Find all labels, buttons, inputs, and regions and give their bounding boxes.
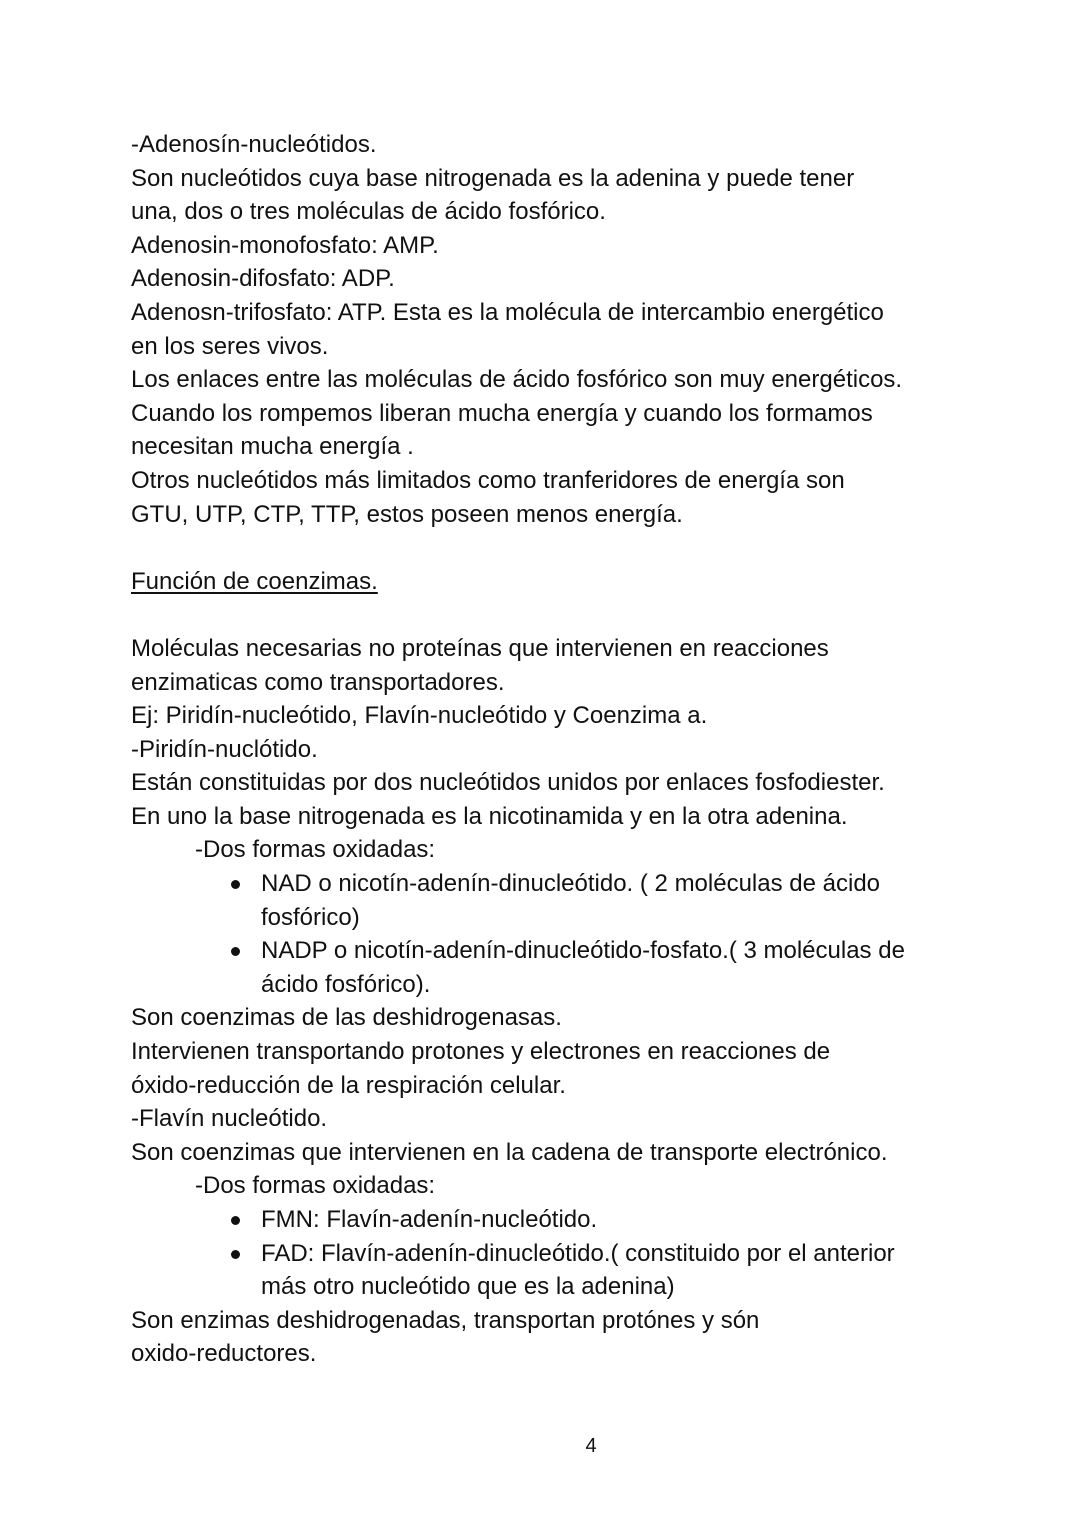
paragraph-line: Adenosin-monofosfato: AMP. (131, 231, 439, 259)
list-item (229, 934, 961, 1001)
paragraph-line: Son coenzimas que intervienen en la cadena de transporte electrónico. (131, 1138, 888, 1166)
forms-label: -Dos formas oxidadas: (195, 1172, 436, 1200)
paragraph-line: una, dos o tres moléculas de ácido fosfórico. (131, 198, 606, 226)
list-item (229, 1237, 961, 1304)
blank-line (131, 598, 961, 632)
paragraph-line: Adenosin-difosfato: ADP. (131, 265, 395, 293)
bullet-list-flavin-forms (131, 1203, 961, 1304)
paragraph-line: en los seres vivos. (131, 332, 329, 360)
list-item-line: FMN: Flavín-adenín-nucleótido. (261, 1206, 598, 1233)
paragraph-line: Son enzimas deshidrogenadas, transportan protónes y són (131, 1306, 760, 1334)
paragraph-line: enzimaticas como transportadores. (131, 668, 505, 696)
paragraph-line: Intervienen transportando protones y electrones en reacciones de (131, 1038, 831, 1066)
page-content (131, 128, 961, 1371)
forms-label: -Dos formas oxidadas: (195, 836, 436, 864)
list-item-line: NADP o nicotín-adenín-dinucleótido-fosfato.( 3 moléculas de (261, 937, 905, 965)
paragraph-line: Ej: Piridín-nucleótido, Flavín-nucleótido y Coenzima a. (131, 702, 708, 730)
section-title-adenosin: -Adenosín-nucleótidos. (131, 131, 377, 158)
paragraph-line: Cuando los rompemos liberan mucha energía y cuando los formamos (131, 399, 873, 427)
paragraph-line: GTU, UTP, CTP, TTP, estos poseen menos energía. (131, 500, 683, 528)
list-item-line: fosfórico) (261, 903, 360, 931)
paragraph-line: Moléculas necesarias no proteínas que intervienen en reacciones (131, 634, 829, 662)
section-heading-coenzimas: Función de coenzimas. (131, 567, 378, 595)
list-item-line: FAD: Flavín-adenín-dinucleótido.( constituido por el anterior (261, 1239, 895, 1267)
list-item-line: ácido fosfórico). (261, 970, 431, 998)
paragraph-line: Están constituidas por dos nucleótidos unidos por enlaces fosfodiester. (131, 769, 885, 797)
list-item-line: NAD o nicotín-adenín-dinucleótido. ( 2 moléculas de ácido (261, 870, 881, 898)
paragraph-line: Adenosn-trifosfato: ATP. Esta es la molécula de intercambio energético (131, 298, 884, 326)
paragraph-line: Los enlaces entre las moléculas de ácido fosfórico son muy energéticos. (131, 366, 903, 394)
paragraph-line: Son coenzimas de las deshidrogenasas. (131, 1004, 562, 1032)
paragraph-line: necesitan mucha energía . (131, 433, 414, 461)
blank-line (131, 531, 961, 565)
paragraph-line: oxido-reductores. (131, 1340, 317, 1368)
list-item-line: más otro nucleótido que es la adenina) (261, 1273, 675, 1301)
list-item (229, 867, 961, 934)
paragraph-line: óxido-reducción de la respiración celular. (131, 1071, 566, 1099)
paragraph-line: En uno la base nitrogenada es la nicotinamida y en la otra adenina. (131, 802, 848, 830)
subsection-title-flavin: -Flavín nucleótido. (131, 1105, 328, 1133)
subsection-title-piridin: -Piridín-nuclótido. (131, 735, 318, 763)
bullet-list-piridin-forms (131, 867, 961, 1001)
paragraph-line: Son nucleótidos cuya base nitrogenada es la adenina y puede tener (131, 164, 855, 192)
page-number: 4 (585, 1435, 597, 1457)
paragraph-line: Otros nucleótidos más limitados como tranferidores de energía son (131, 466, 845, 494)
list-item (229, 1203, 961, 1237)
